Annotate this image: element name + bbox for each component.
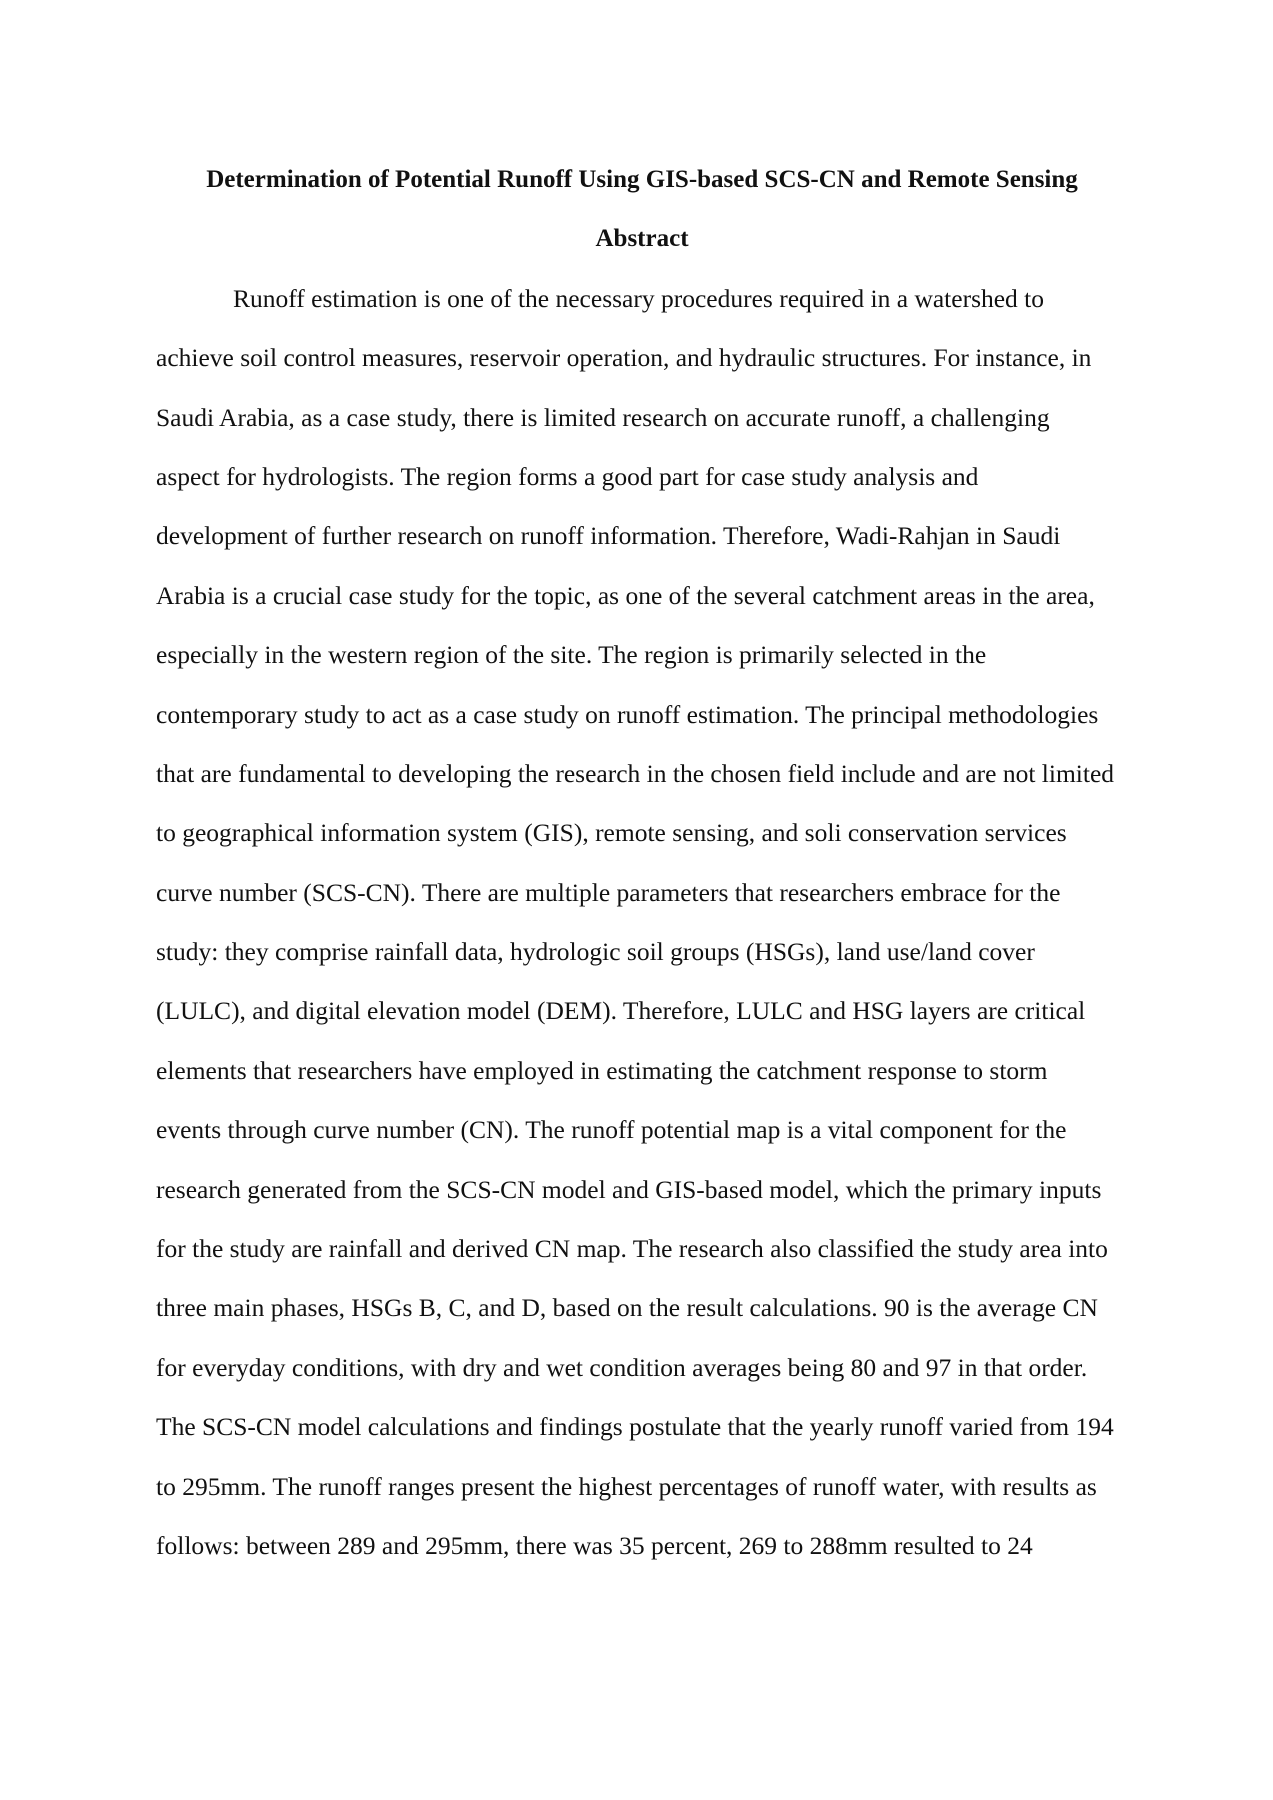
abstract-line: research generated from the SCS-CN model and GIS-based model, which the primary inputs [156, 1174, 1102, 1204]
abstract-line: Arabia is a crucial case study for the topic, as one of the several catchment areas in the area, [156, 580, 1095, 610]
abstract-line: (LULC), and digital elevation model (DEM). Therefore, LULC and HSG layers are critical [156, 996, 1086, 1026]
abstract-line: study: they comprise rainfall data, hydrologic soil groups (HSGs), land use/land cover [156, 937, 1035, 967]
abstract-line: contemporary study to act as a case study on runoff estimation. The principal methodologies [156, 699, 1099, 729]
abstract-body [156, 269, 1136, 1576]
abstract-line: three main phases, HSGs B, C, and D, based on the result calculations. 90 is the average CN [156, 1293, 1098, 1323]
abstract-line: for the study are rainfall and derived CN map. The research also classified the study area into [156, 1234, 1108, 1264]
abstract-heading: Abstract [595, 225, 689, 253]
abstract-line: follows: between 289 and 295mm, there was 35 percent, 269 to 288mm resulted to 24 [156, 1530, 1033, 1560]
abstract-line: The SCS-CN model calculations and findings postulate that the yearly runoff varied from 194 [156, 1412, 1114, 1442]
abstract-line: events through curve number (CN). The runoff potential map is a vital component for the [156, 1115, 1067, 1145]
abstract-line: development of further research on runoff information. Therefore, Wadi-Rahjan in Saudi [156, 521, 1061, 551]
abstract-line: to geographical information system (GIS), remote sensing, and soli conservation services [156, 818, 1067, 848]
document-page [156, 150, 1136, 1575]
document-title: Determination of Potential Runoff Using GIS-based SCS-CN and Remote Sensing [206, 166, 1078, 193]
abstract-line: achieve soil control measures, reservoir operation, and hydraulic structures. For instance, in [156, 343, 1092, 373]
abstract-line: elements that researchers have employed in estimating the catchment response to storm [156, 1055, 1048, 1085]
abstract-line: Saudi Arabia, as a case study, there is limited research on accurate runoff, a challenging [156, 402, 1050, 432]
abstract-line: aspect for hydrologists. The region forms a good part for case study analysis and [156, 461, 979, 491]
abstract-line: curve number (SCS-CN). There are multiple parameters that researchers embrace for the [156, 877, 1061, 907]
abstract-line: for everyday conditions, with dry and wet condition averages being 80 and 97 in that order. [156, 1352, 1088, 1382]
abstract-line: especially in the western region of the site. The region is primarily selected in the [156, 640, 987, 670]
abstract-line: to 295mm. The runoff ranges present the highest percentages of runoff water, with results as [156, 1471, 1097, 1501]
abstract-line: Runoff estimation is one of the necessary procedures required in a watershed to [233, 283, 1045, 313]
abstract-line: that are fundamental to developing the research in the chosen field include and are not limited [156, 758, 1115, 788]
